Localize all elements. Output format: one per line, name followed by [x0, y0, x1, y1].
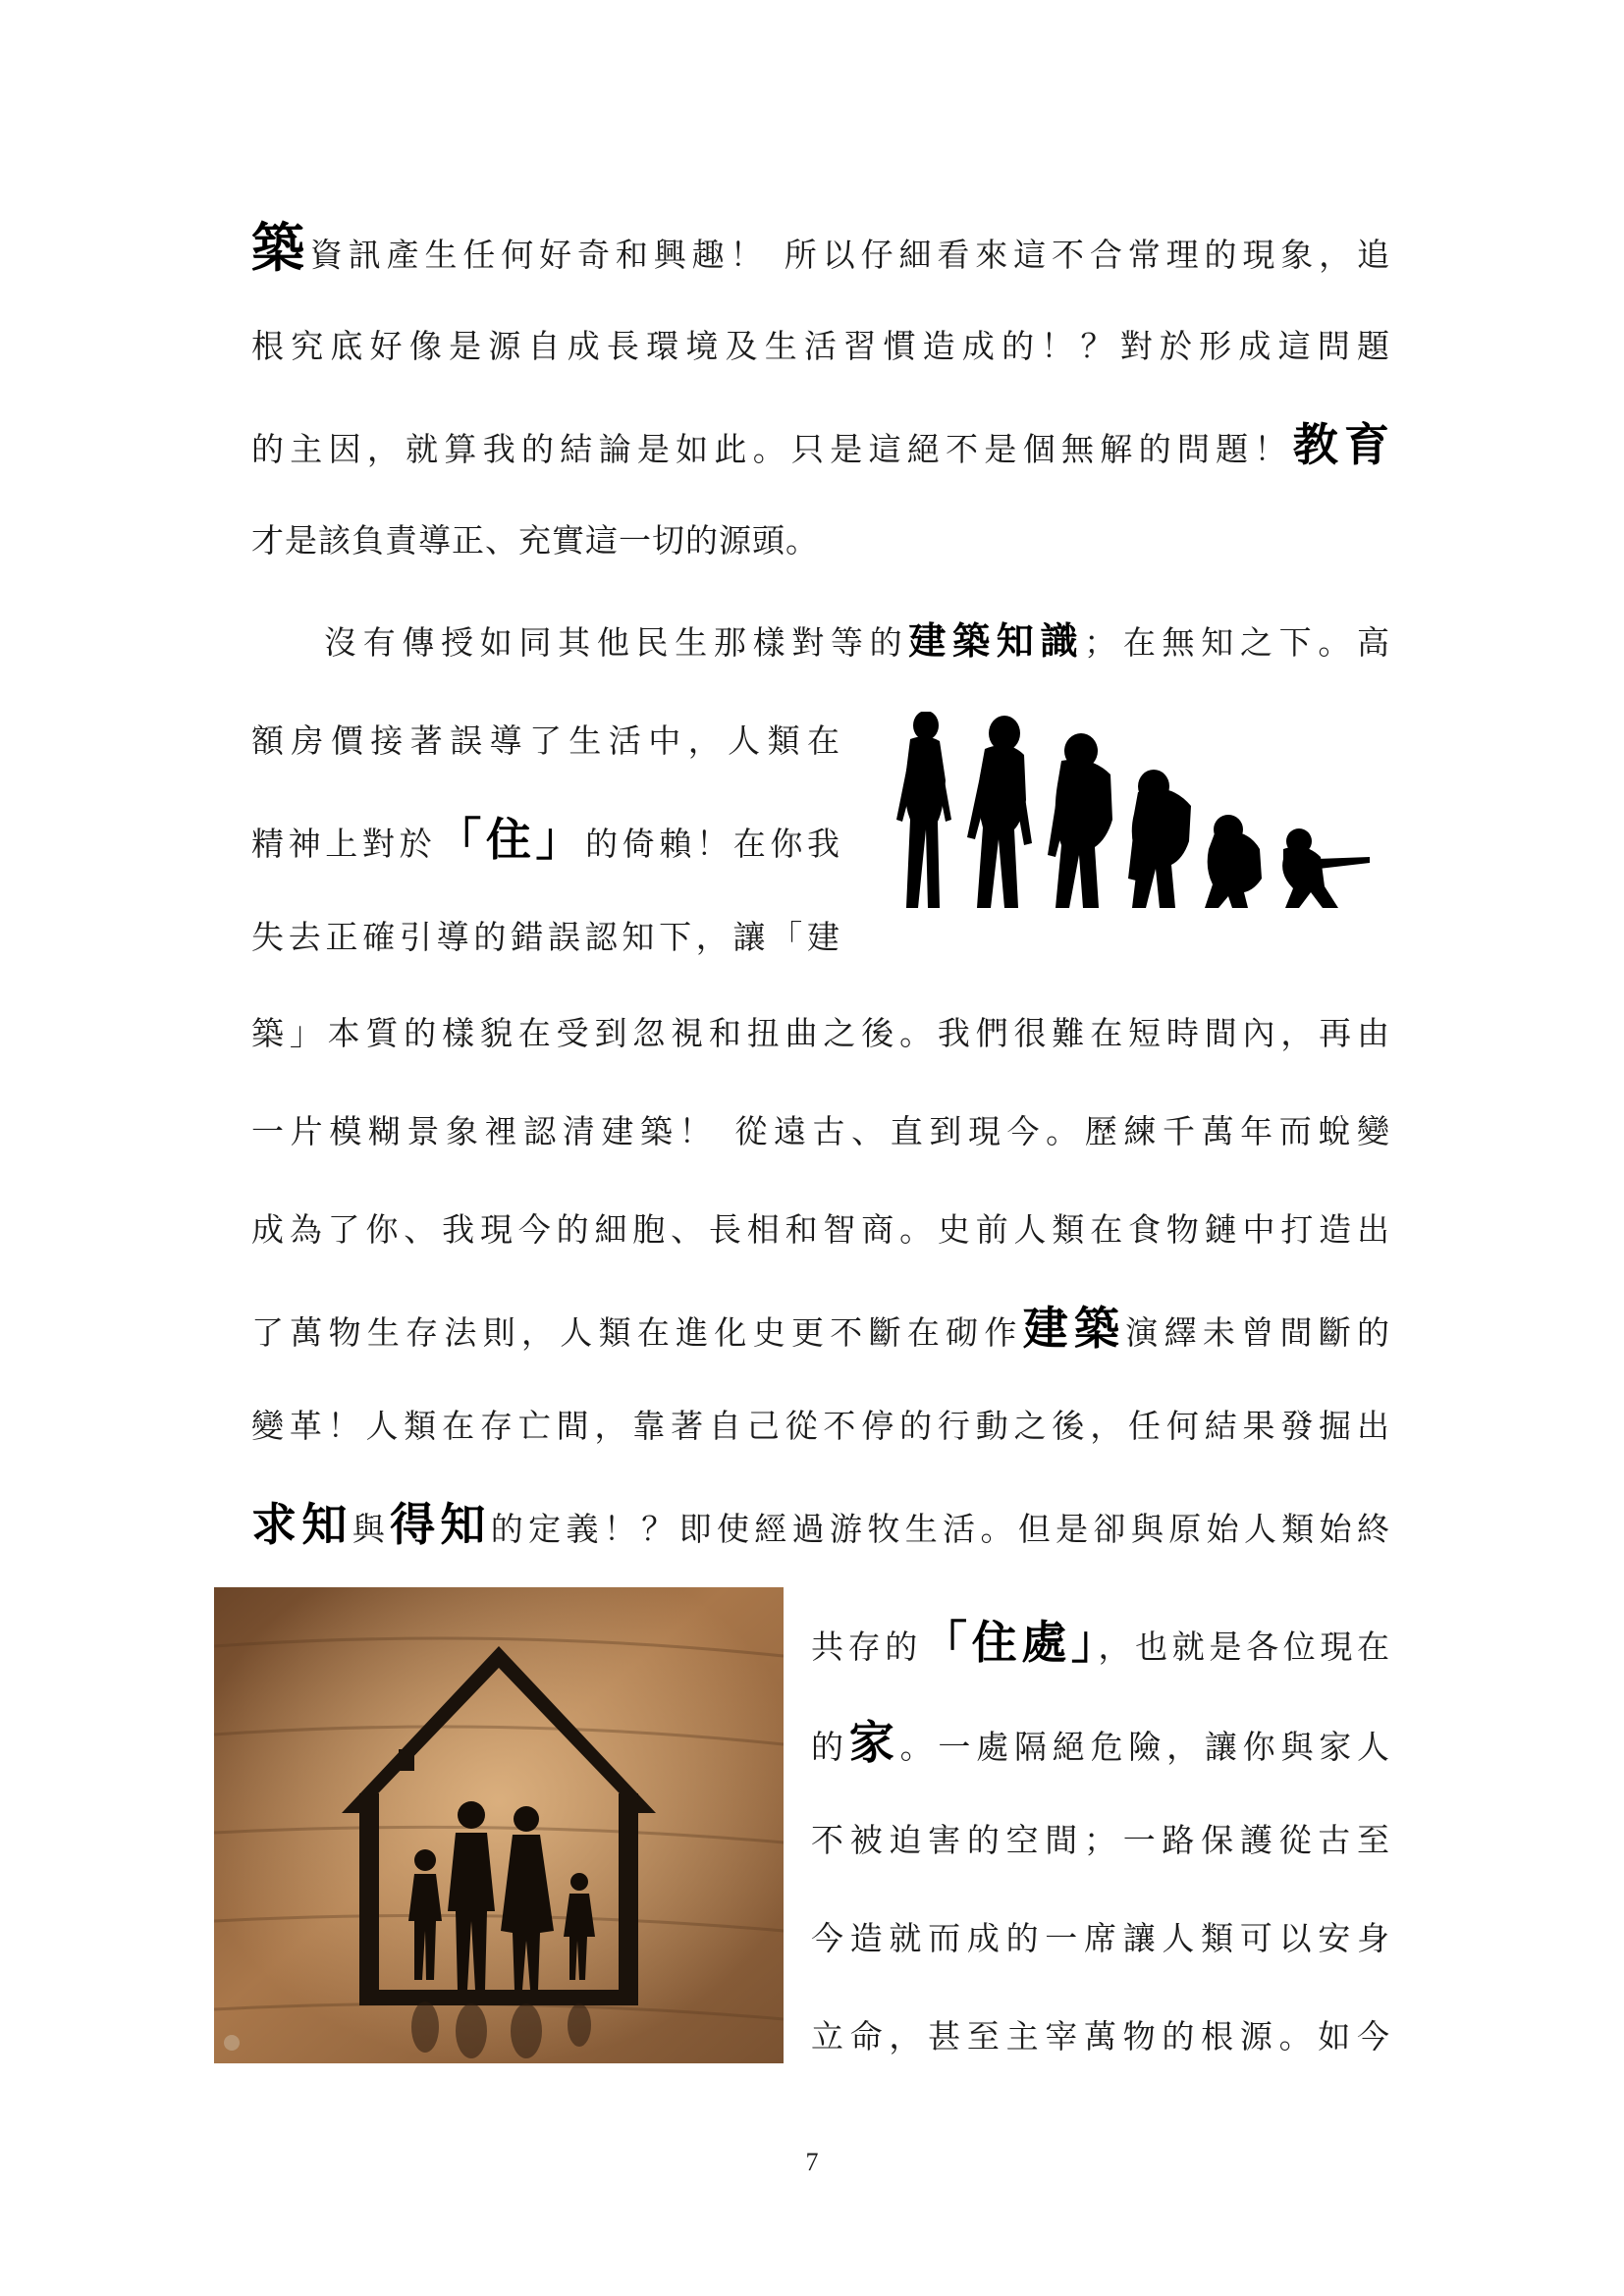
text-line: 沒有傳授如同其他民生那樣對等的建築知識；在無知之下。高 — [324, 619, 1391, 663]
text-line: 一片模糊景象裡認清建築！ 從遠古、直到現今。歷練千萬年而蛻變 — [251, 1112, 1390, 1150]
emphasis-text: 築 — [251, 217, 310, 279]
human-evolution-image — [889, 712, 1375, 913]
text-line: 求知與得知的定義！？即使經過游牧生活。但是卻與原始人類始終 — [251, 1498, 1391, 1551]
text-line: 額房價接著誤導了生活中，人類在 — [251, 721, 840, 760]
watermark-icon — [224, 2035, 240, 2051]
text-line: 成為了你、我現今的細胞、長相和智商。史前人類在食物鏈中打造出 — [251, 1210, 1390, 1249]
text-line: 了萬物生存法則，人類在進化史更不斷在砌作建築演繹未曾間斷的 — [251, 1302, 1391, 1355]
text-line: 才是該負責導正、充實這一切的源頭。 — [251, 521, 819, 560]
text-line: 的家。一處隔絕危險，讓你與家人 — [811, 1716, 1391, 1769]
text-line: 失去正確引導的錯誤認知下，讓「建 — [251, 918, 840, 956]
emphasis-text: 建築知識 — [908, 619, 1085, 663]
text-line: 築」本質的樣貌在受到忽視和扭曲之後。我們很難在短時間內，再由 — [251, 1014, 1390, 1052]
text-line: 立命，甚至主宰萬物的根源。如今 — [811, 2017, 1390, 2056]
emphasis-text: 「住」 — [436, 813, 586, 866]
page-number: 7 — [805, 2148, 819, 2176]
text-line: 共存的「住處」，也就是各位現在 — [811, 1616, 1391, 1669]
emphasis-text: 得知 — [390, 1498, 491, 1551]
emphasis-text: 「住處」 — [921, 1616, 1099, 1669]
emphasis-text: 求知 — [251, 1498, 352, 1551]
emphasis-text: 建築 — [1022, 1302, 1126, 1355]
text-line: 的主因，就算我的結論是如此。只是這絕不是個無解的問題！教育 — [251, 418, 1391, 471]
emphasis-text: 教育 — [1292, 418, 1391, 471]
text-line: 根究底好像是源自成長環境及生活習慣造成的！？對於形成這問題 — [251, 327, 1390, 365]
family-house-image — [214, 1587, 784, 2063]
text-line: 精神上對於「住」的倚賴！在你我 — [251, 813, 841, 866]
text-line: 變革！人類在存亡間，靠著自己從不停的行動之後，任何結果發掘出 — [251, 1407, 1390, 1445]
emphasis-text: 家 — [848, 1716, 900, 1769]
text-line: 築資訊產生任何好奇和興趣！ 所以仔細看來這不合常理的現象，追 — [251, 217, 1391, 279]
text-line: 不被迫害的空間；一路保護從古至 — [811, 1821, 1390, 1859]
text-line: 今造就而成的一席讓人類可以安身 — [811, 1919, 1390, 1957]
